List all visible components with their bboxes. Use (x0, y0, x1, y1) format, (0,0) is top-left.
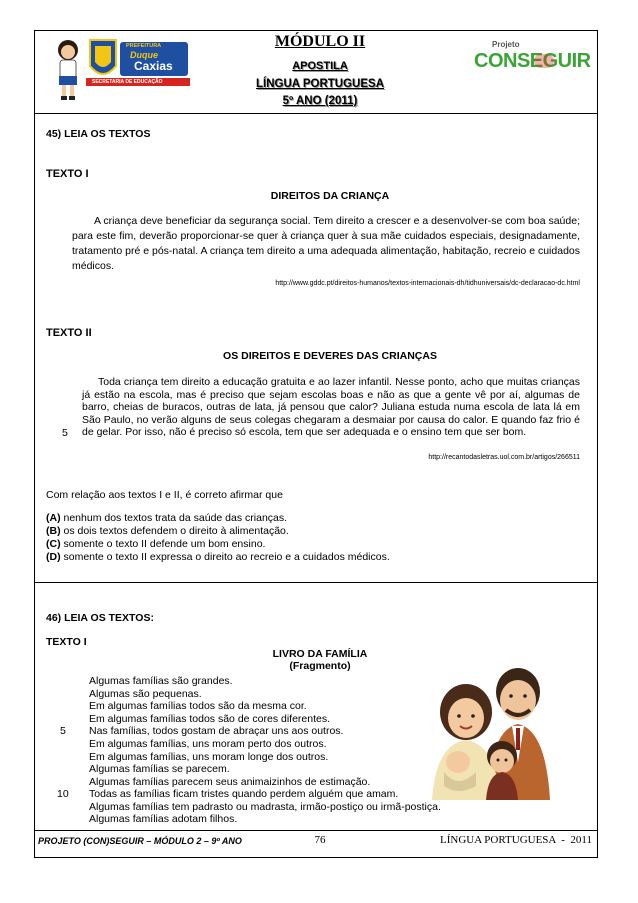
poem-line: Algumas são pequenas. (89, 688, 202, 700)
poem-line: Nas famílias, todos gostam de abraçar uns aos outros. (89, 725, 344, 737)
logo-secretaria-text: SECRETARIA DE EDUCAÇÃO (92, 79, 163, 85)
question-divider (34, 582, 597, 583)
poem-line: Algumas famílias parecem seus animaizinhos de estimação. (89, 776, 371, 788)
q45-title: 45) LEIA OS TEXTOS (46, 128, 151, 140)
q45-option-b[interactable] (46, 525, 289, 537)
module-title: MÓDULO II (274, 33, 366, 50)
logo-prefeitura-text: PREFEITURA (126, 43, 162, 49)
q45-texto2-label: TEXTO II (46, 327, 92, 339)
duque-de-caxias-logo (86, 36, 190, 86)
option-letter: (B) (46, 525, 61, 537)
q45-texto2-source: http://recantodasletras.uol.com.br/artigos/266511 (428, 454, 580, 461)
footer-divider (34, 830, 597, 831)
family-illustration (418, 662, 576, 800)
projeto-conseguir-logo (474, 40, 591, 78)
poem-line: Algumas famílias tem padrasto ou madrasta, irmão-postiço ou irmã-postiça. (89, 801, 441, 813)
option-letter: (D) (46, 551, 61, 563)
student-illustration (54, 38, 82, 102)
q45-texto2-heading: OS DIREITOS E DEVERES DAS CRIANÇAS (223, 350, 437, 362)
q45-texto2-body: Toda criança tem direito a educação gratuita e ao lazer infantil. Nesse ponto, acho que muitas crianças já estão na escola, mas é preciso que sejam escolas boas e não as que a gente vê por aí, algumas de barro, cheias de buracos, outras de lata, já pensou que calor? Juliana estuda numa escola de lata lá em São Paulo, no verão alguns de seus colegas chegaram a desmaiar por causa do calor. E quando faz frio é de gelar. Por isso, não é preciso só escola, tem que ser adequada e o ensino tem que ser bom. (82, 376, 580, 439)
logo-red-accent (534, 54, 554, 68)
q46-heading: LIVRO DA FAMÍLIA (272, 648, 368, 660)
poem-line-number-10: 10 (57, 788, 69, 800)
subject-title: LÍNGUA PORTUGUESA (256, 78, 384, 90)
option-text: somente o texto II expressa o direito ao recreio e a cuidados médicos. (60, 551, 390, 563)
poem-line: Em algumas famílias, uns moram perto dos outros. (89, 738, 327, 750)
poem-line: Em algumas famílias todos são da mesma cor. (89, 700, 307, 712)
q45-texto1-body: A criança deve beneficiar da segurança social. Tem direito a crescer e a desenvolver-se com boa saúde; para este fim, deverão proporcionar-se quer à criança quer à sua mãe cuidados especiais, designadamente, tratamento pré e pós-natal. A criança tem direito a uma adequada alimentação, habitação, recreio e cuidados médicos. (72, 215, 580, 272)
option-text: nenhum dos textos trata da saúde das crianças. (60, 512, 288, 524)
poem-line: Em algumas famílias, uns moram longe dos outros. (89, 751, 329, 763)
poem-line: Algumas famílias são grandes. (89, 675, 233, 687)
q46-label: TEXTO I (46, 636, 87, 648)
poem-line: Algumas famílias se parecem. (89, 763, 230, 775)
q46-title: 46) LEIA OS TEXTOS: (46, 612, 154, 624)
q45-texto2-line-number: 5 (62, 427, 68, 439)
grade-title: 5º ANO (2011) (282, 95, 358, 107)
poem-line: Em algumas famílias todos são de cores diferentes. (89, 713, 331, 725)
option-text: os dois textos defendem o direito à alimentação. (60, 525, 289, 537)
apostila-title: APOSTILA (292, 60, 348, 72)
q45-option-d[interactable] (46, 551, 390, 563)
footer-right: LÍNGUA PORTUGUESA - 2011 (440, 834, 593, 846)
logo-caxias-text: Caxias (134, 59, 173, 73)
option-text: somente o texto II defende um bom ensino. (60, 538, 266, 550)
logo-projeto-text: Projeto (492, 40, 520, 49)
logo-duque-text: Duque (130, 50, 158, 60)
q45-option-a[interactable] (46, 512, 287, 524)
q45-texto1-source: http://www.gddc.pt/direitos-humanos/textos-internacionais-dh/tidhuniversais/dc-declaracao-dc.html (275, 280, 580, 287)
poem-line: Todas as famílias ficam tristes quando perdem alguém que amam. (89, 788, 399, 800)
q45-prompt: Com relação aos textos I e II, é correto afirmar que (46, 489, 283, 501)
poem-line-number-5: 5 (60, 725, 66, 737)
header-divider (34, 113, 597, 114)
logo-conseguir-text: CONSEGUIR (474, 50, 591, 72)
option-letter: (A) (46, 512, 61, 524)
q46-subheading: (Fragmento) (289, 660, 351, 672)
q45-texto1-heading: DIREITOS DA CRIANÇA (270, 190, 390, 202)
footer-page-number: 76 (314, 834, 326, 846)
q45-texto1-label: TEXTO I (46, 168, 89, 180)
q45-option-c[interactable] (46, 538, 265, 550)
option-letter: (C) (46, 538, 61, 550)
footer-left: PROJETO (CON)SEGUIR – MÓDULO 2 – 9º ANO (38, 836, 242, 846)
poem-line: Algumas famílias adotam filhos. (89, 813, 238, 825)
